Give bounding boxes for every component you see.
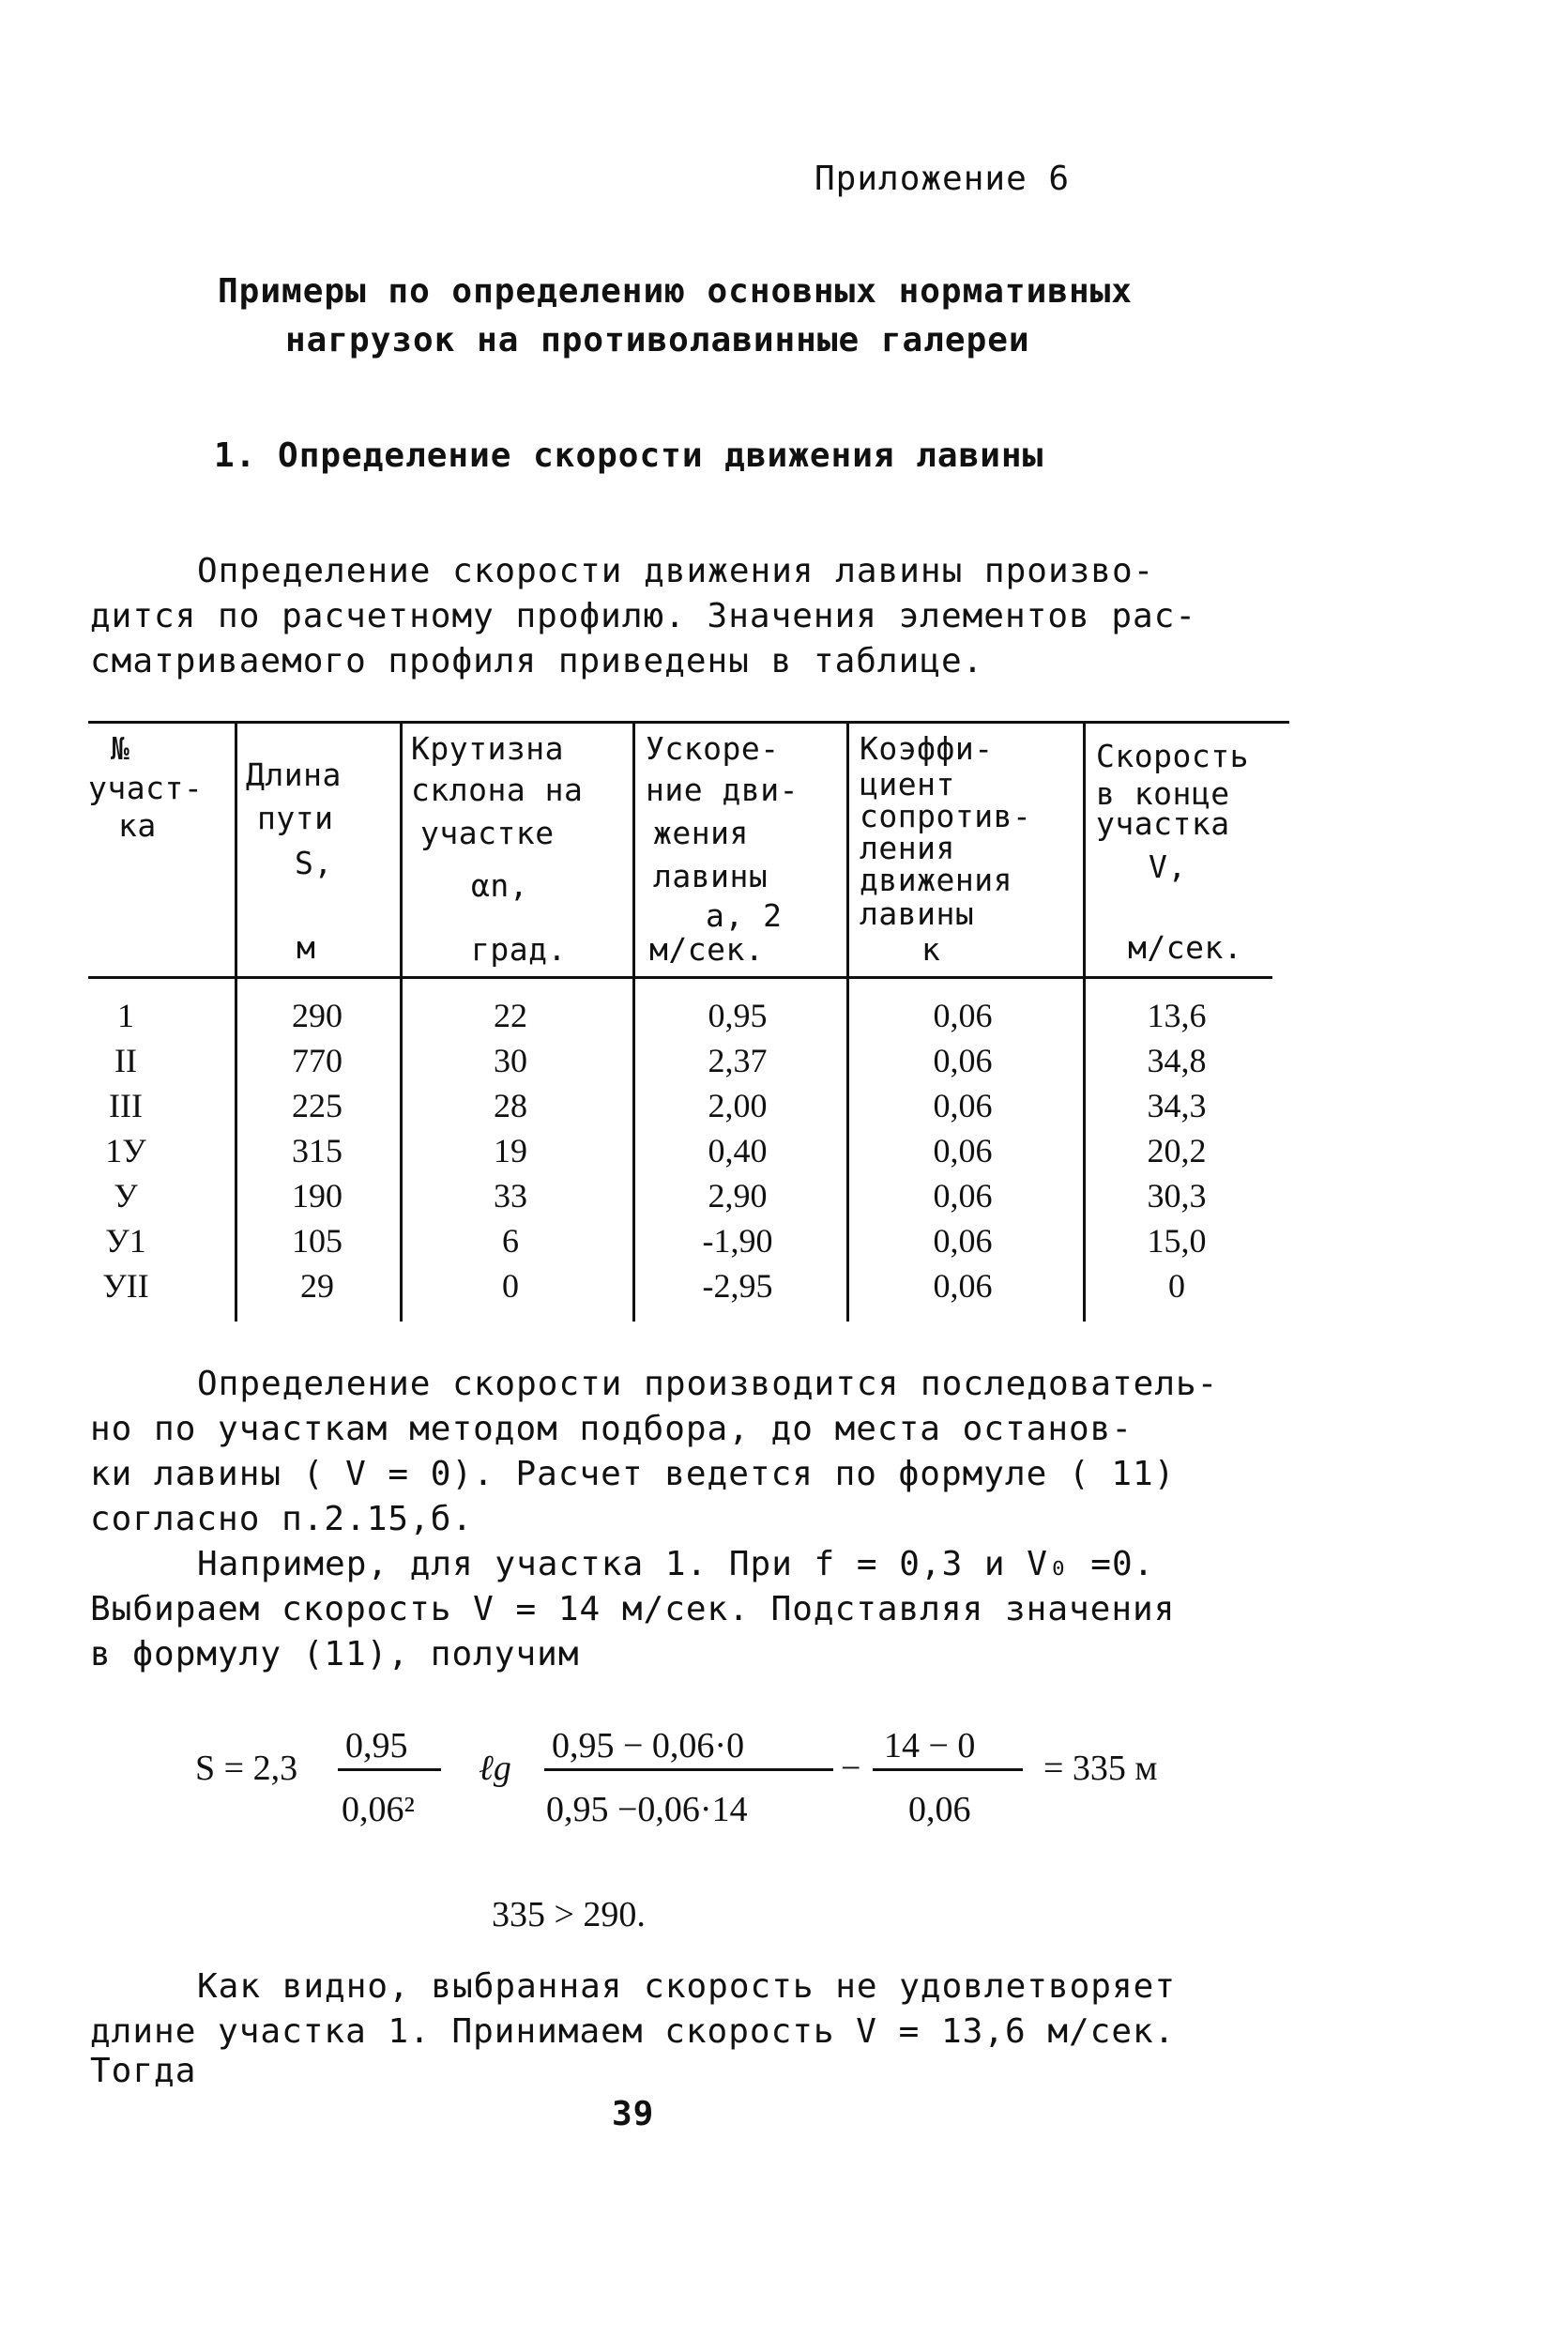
table-cell: 22 xyxy=(494,997,527,1034)
para2-line-5: Например, для участка 1. При f = 0,3 и V₀ =0. xyxy=(197,1545,1155,1583)
header-col6-line: в конце xyxy=(1096,775,1230,812)
table-cell: 0,06 xyxy=(933,1132,993,1169)
header-col3-line: αn, xyxy=(471,867,529,904)
header-col4-line: м/сек. xyxy=(649,931,765,968)
table-top-rule xyxy=(88,721,1289,724)
table-cell: У1 xyxy=(105,1222,146,1260)
conclusion-line-2: длине участка 1. Принимаем скорость V = 13,6 м/сек. xyxy=(90,2012,1176,2051)
header-col3-line: участке xyxy=(420,815,555,851)
table-cell: У xyxy=(114,1177,138,1215)
header-col6-line: м/сек. xyxy=(1128,929,1243,966)
header-col4-line: a, 2 xyxy=(706,897,783,934)
table-cell: 0,40 xyxy=(708,1132,768,1169)
table-cell: 30,3 xyxy=(1147,1177,1207,1215)
velocity-table xyxy=(88,721,1289,1322)
table-cell: -1,90 xyxy=(702,1222,773,1260)
header-col1-line: № xyxy=(111,730,130,767)
header-col4-line: жения xyxy=(653,815,749,851)
table-cell: 0 xyxy=(1168,1267,1185,1305)
table-cell: 13,6 xyxy=(1147,997,1207,1034)
header-col6-line: V, xyxy=(1149,848,1187,885)
para2-line-7: в формулу (11), получим xyxy=(90,1635,580,1673)
header-col4-line: Ускоре- xyxy=(646,730,780,767)
table-cell: -2,95 xyxy=(702,1267,773,1305)
header-col5-line: к xyxy=(921,931,941,968)
header-col5-line: ления xyxy=(860,830,955,866)
header-col3-line: град. xyxy=(471,931,567,968)
header-col2-line: пути xyxy=(257,800,334,836)
table-cell: 19 xyxy=(494,1132,527,1169)
formula-lhs: S = 2,3 xyxy=(195,1749,298,1788)
formula-frac2-den: 0,95 −0,06·14 xyxy=(546,1790,748,1829)
table-cell: 2,00 xyxy=(708,1087,768,1124)
table-cell: 0,06 xyxy=(933,1267,993,1305)
table-cell: 34,8 xyxy=(1147,1042,1207,1079)
formula-frac3-den: 0,06 xyxy=(908,1790,971,1829)
table-cell: 29 xyxy=(300,1267,334,1305)
header-col4-line: лавины xyxy=(653,858,769,894)
para2-line-2: но по участкам методом подбора, до места останов- xyxy=(90,1410,1134,1448)
header-col5-line: Коэффи- xyxy=(860,730,994,767)
table-cell: 1У xyxy=(105,1132,146,1169)
table-cell: 0 xyxy=(502,1267,519,1305)
table-col-divider xyxy=(235,721,237,1322)
formula-frac3-bar xyxy=(873,1768,1023,1771)
table-cell: 0,06 xyxy=(933,1177,993,1215)
section-title: 1. Определение скорости движения лавины xyxy=(214,436,1044,475)
formula-frac1-bar xyxy=(338,1768,441,1771)
table-cell: 0,95 xyxy=(708,997,768,1034)
intro-line-2: дится по расчетному профилю. Значения элементов рас- xyxy=(90,597,1197,635)
para2-line-6: Выбираем скорость V = 14 м/сек. Подставляя значения xyxy=(90,1590,1176,1628)
table-cell: 15,0 xyxy=(1147,1222,1207,1260)
heading-line-1: Примеры по определению основных нормативных xyxy=(218,272,1133,311)
conclusion-line-1: Как видно, выбранная скорость не удовлетворяет xyxy=(197,1967,1176,2006)
para2-line-4: согласно п.2.15,б. xyxy=(90,1500,474,1538)
formula-result: = 335 м xyxy=(1043,1749,1158,1788)
formula-frac1-den: 0,06² xyxy=(342,1790,415,1829)
table-cell: 20,2 xyxy=(1147,1132,1207,1169)
comparison: 335 > 290. xyxy=(492,1895,646,1934)
formula-frac1-num: 0,95 xyxy=(345,1726,408,1765)
table-cell: 0,06 xyxy=(933,1087,993,1124)
table-cell: 105 xyxy=(292,1222,343,1260)
para2-line-3: ки лавины ( V = 0). Расчет ведется по формуле ( 11) xyxy=(90,1455,1176,1493)
header-col5-line: движения xyxy=(860,862,1012,898)
header-col5-line: сопротив- xyxy=(860,798,1032,834)
table-cell: II xyxy=(114,1042,137,1079)
table-cell: УII xyxy=(102,1267,149,1305)
table-cell: 315 xyxy=(292,1132,343,1169)
table-col-divider xyxy=(400,721,403,1322)
table-cell: 770 xyxy=(292,1042,343,1079)
formula-frac2-bar xyxy=(544,1768,833,1771)
table-cell: 28 xyxy=(494,1087,527,1124)
table-cell: 6 xyxy=(502,1222,519,1260)
header-col4-line: ние дви- xyxy=(646,772,799,808)
table-cell: 2,37 xyxy=(708,1042,768,1079)
header-col1-line: ка xyxy=(118,807,157,844)
header-col6-line: участка xyxy=(1096,805,1230,842)
header-col3-line: склона на xyxy=(411,772,584,808)
table-cell: 2,90 xyxy=(708,1177,768,1215)
header-col1-line: участ- xyxy=(88,770,204,806)
header-col5-line: лавины xyxy=(860,895,975,932)
table-cell: III xyxy=(109,1087,143,1124)
intro-line-3: сматриваемого профиля приведены в таблице. xyxy=(90,642,984,680)
header-col6-line: Скорость xyxy=(1096,738,1249,774)
table-cell: 1 xyxy=(117,997,134,1034)
table-cell: 30 xyxy=(494,1042,527,1079)
para2-line-1: Определение скорости производится последователь- xyxy=(197,1365,1219,1403)
heading-line-2: нагрузок на противолавинные галереи xyxy=(285,321,1030,359)
formula-frac3-num: 14 − 0 xyxy=(884,1726,976,1765)
table-cell: 0,06 xyxy=(933,1222,993,1260)
table-col-divider xyxy=(846,721,849,1322)
header-col2-line: S, xyxy=(295,845,333,881)
formula-minus: − xyxy=(841,1749,861,1788)
appendix-title: Приложение 6 xyxy=(814,160,1071,198)
header-col3-line: Крутизна xyxy=(411,730,564,767)
table-cell: 0,06 xyxy=(933,1042,993,1079)
formula-log: ℓg xyxy=(479,1749,511,1788)
table-cell: 33 xyxy=(494,1177,527,1215)
table-header-rule xyxy=(88,976,1272,979)
table-col-divider xyxy=(632,721,635,1322)
intro-line-1: Определение скорости движения лавины произво- xyxy=(197,552,1155,590)
formula-frac2-num: 0,95 − 0,06·0 xyxy=(552,1726,745,1765)
table-cell: 0,06 xyxy=(933,997,993,1034)
header-col2-line: м xyxy=(297,929,316,966)
table-col-divider xyxy=(1083,721,1086,1322)
table-cell: 290 xyxy=(292,997,343,1034)
table-cell: 225 xyxy=(292,1087,343,1124)
conclusion-line-3: Тогда xyxy=(90,2052,197,2090)
table-cell: 34,3 xyxy=(1147,1087,1207,1124)
header-col2-line: Длина xyxy=(246,756,342,793)
table-cell: 190 xyxy=(292,1177,343,1215)
page-number: 39 xyxy=(612,2095,655,2133)
header-col5-line: циент xyxy=(860,766,955,802)
